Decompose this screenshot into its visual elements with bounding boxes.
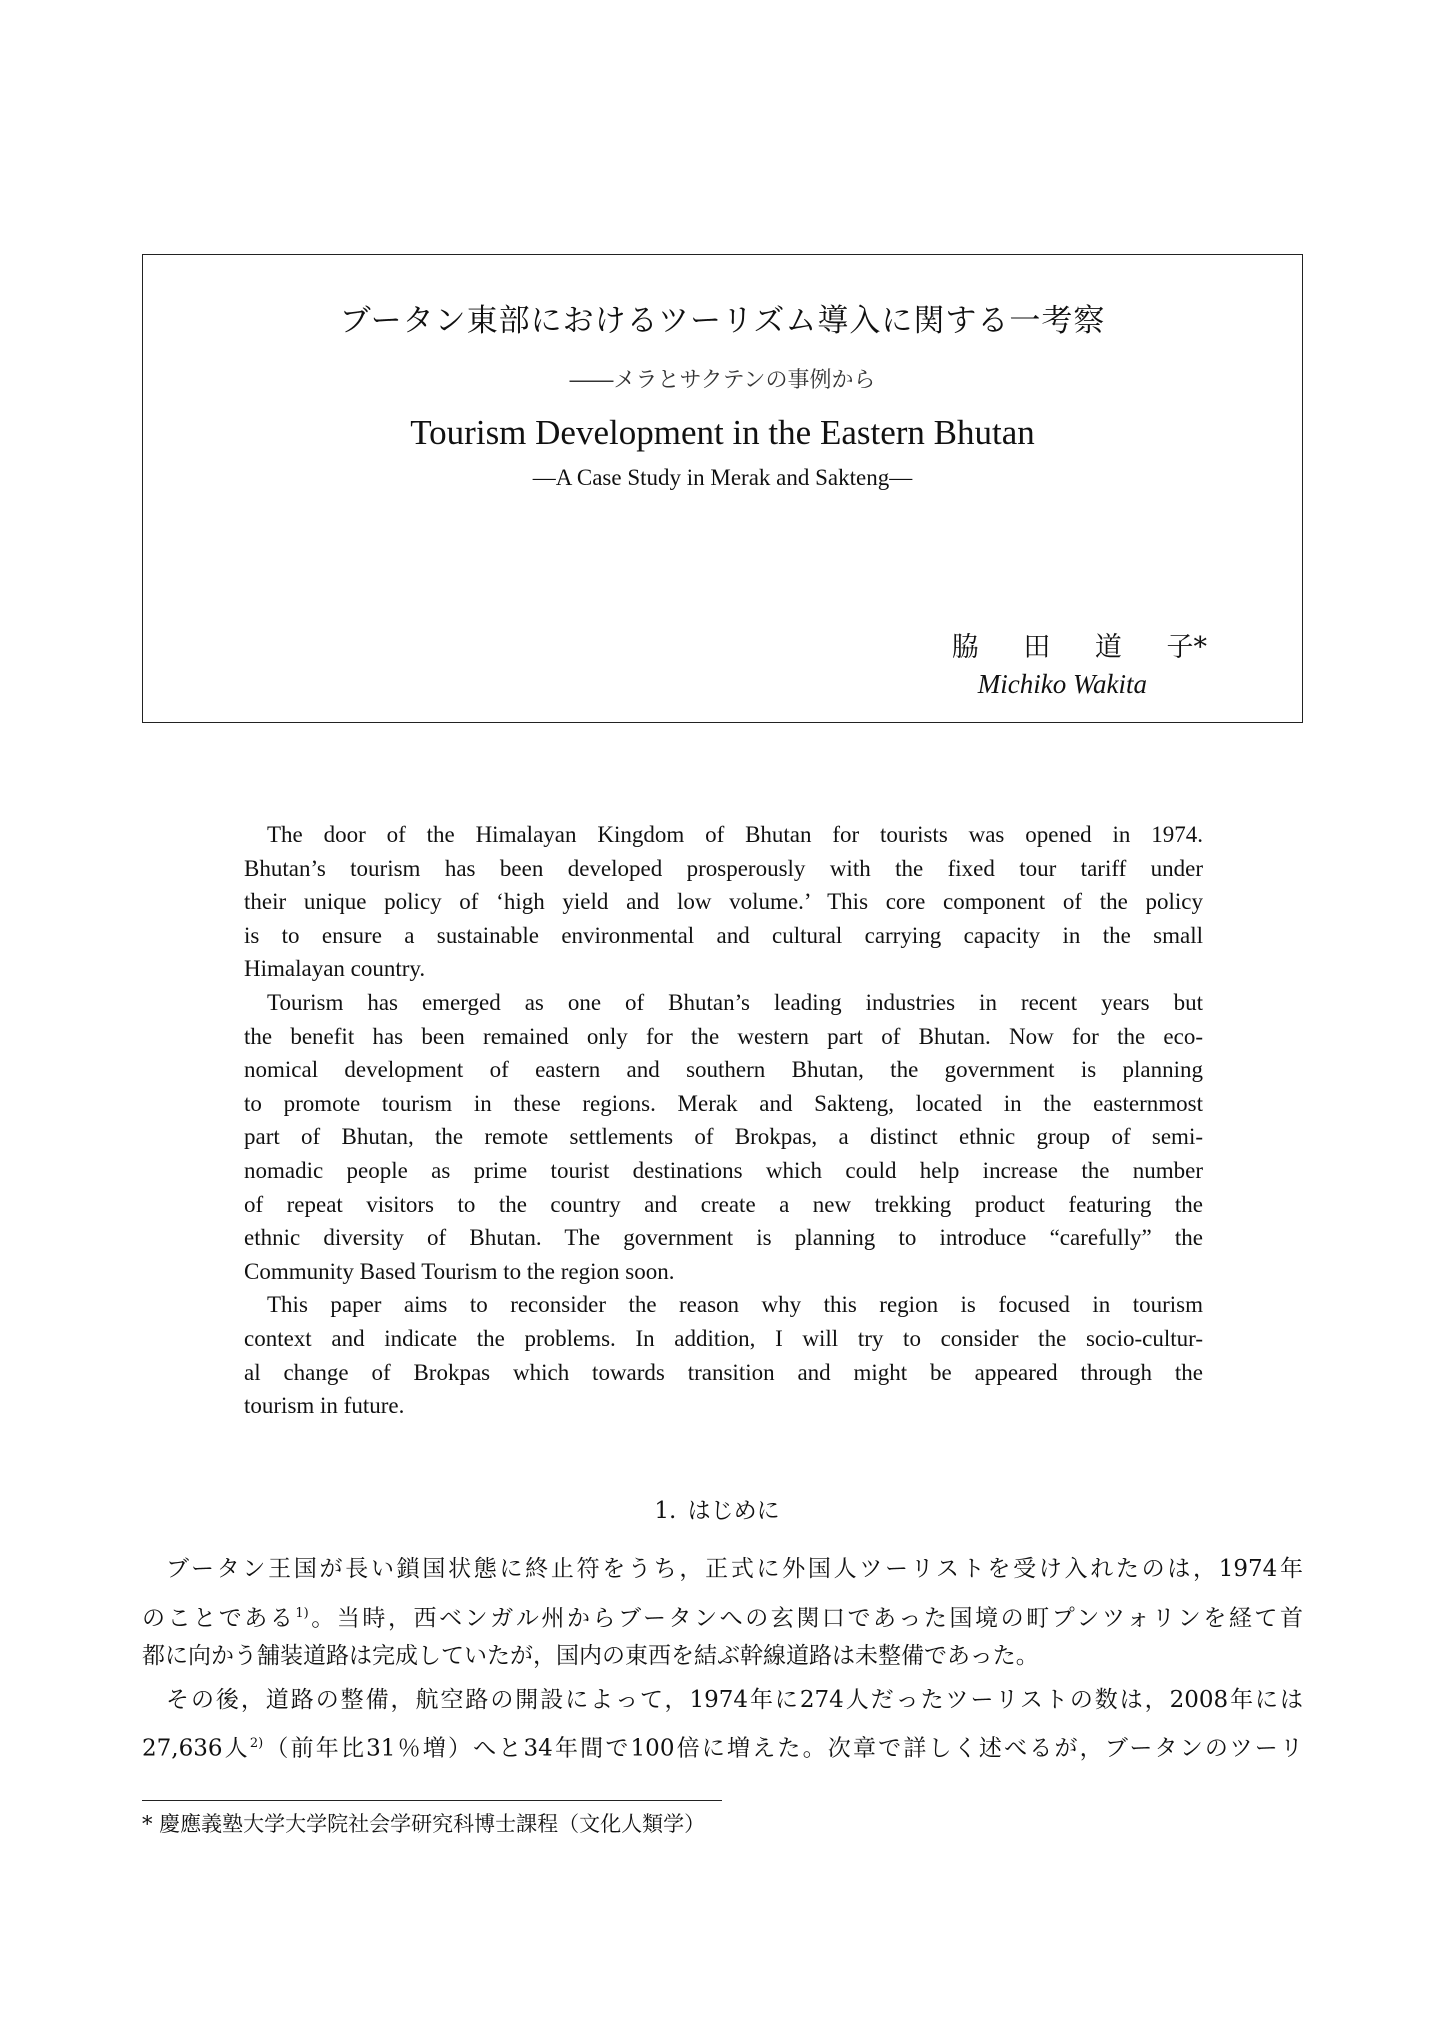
author-name-japanese: 脇 田 道 子* [951, 632, 1207, 663]
body-line [142, 1592, 1303, 1636]
body-line: 都に向かう舗装道路は完成していたが，国内の東西を結ぶ幹線道路は未整備であった。 [142, 1643, 1039, 1670]
abstract-line: ethnic diversity of Bhutan. The government is planning to introduce “carefully” the [244, 1225, 1203, 1251]
abstract-line: nomadic people as prime tourist destinations which could help increase the number [244, 1157, 1203, 1183]
title-box [142, 254, 1303, 723]
title-japanese: ブータン東部におけるツーリズム導入に関する一考察 [339, 303, 1106, 339]
abstract-line: the benefit has been remained only for the western part of Bhutan. Now for the eco- [244, 1023, 1203, 1049]
abstract-line: nomical development of eastern and southern Bhutan, the government is planning [244, 1057, 1203, 1083]
subtitle-english: —A Case Study in Merak and Sakteng— [532, 465, 913, 490]
abstract-line: Community Based Tourism to the region soon. [244, 1258, 675, 1284]
body-line: ブータン王国が長い鎖国状態に終止符をうち，正式に外国人ツーリストを受け入れたのは，1974年 [166, 1556, 1303, 1582]
abstract-line: part of Bhutan, the remote settlements of Brokpas, a distinct ethnic group of semi- [244, 1124, 1203, 1150]
body-text: （前年比31％増）へと34年間で100倍に増えた。次章で詳しく述べるが，ブータンのツーリ [263, 1736, 1303, 1763]
body-line [142, 1722, 1303, 1766]
abstract [244, 818, 1203, 1423]
body-text: 27,636人 [142, 1736, 250, 1763]
abstract-line: tourism in future. [244, 1393, 405, 1419]
abstract-line: Tourism has emerged as one of Bhutan’s leading industries in recent years but [267, 989, 1203, 1015]
abstract-line: The door of the Himalayan Kingdom of Bhutan for tourists was opened in 1974. [267, 822, 1203, 847]
section-body [142, 1548, 1303, 1766]
abstract-line: Bhutan’s tourism has been developed prosperously with the fixed tour tariff under [244, 855, 1203, 881]
abstract-line: of repeat visitors to the country and create a new trekking product featuring the [244, 1191, 1203, 1217]
title-english: Tourism Development in the Eastern Bhutan [410, 413, 1035, 452]
footnote-ref: 1) [295, 1605, 309, 1621]
footnote-divider [142, 1800, 722, 1801]
abstract-line: Himalayan country. [244, 956, 426, 982]
body-text: 。当時，西ベンガル州からブータンへの玄関口であった国境の町プンツォリンを経て首 [308, 1605, 1303, 1632]
abstract-line: to promote tourism in these regions. Merak and Sakteng, located in the easternmost [244, 1090, 1203, 1116]
abstract-line: This paper aims to reconsider the reason why this region is focused in tourism [267, 1292, 1203, 1318]
abstract-line: al change of Brokpas which towards transition and might be appeared through the [244, 1359, 1203, 1385]
subtitle-japanese: ――メラとサクテンの事例から [569, 368, 876, 393]
footnote: * 慶應義塾大学大学院社会学研究科博士課程（文化人類学） [142, 1812, 706, 1836]
author-name-english: Michiko Wakita [977, 669, 1147, 699]
abstract-line: is to ensure a sustainable environmental and cultural carrying capacity in the small [244, 922, 1203, 948]
footnote-ref: 2) [249, 1736, 264, 1752]
section-heading: 1. はじめに [654, 1498, 780, 1524]
body-line: その後，道路の整備，航空路の開設によって，1974年に274人だったツーリストの数は，2008年には [166, 1686, 1303, 1713]
abstract-line: their unique policy of ‘high yield and low volume.’ This core component of the policy [244, 889, 1203, 915]
body-text: のことである [142, 1605, 296, 1632]
abstract-line: context and indicate the problems. In addition, I will try to consider the socio-cultur- [244, 1325, 1203, 1351]
